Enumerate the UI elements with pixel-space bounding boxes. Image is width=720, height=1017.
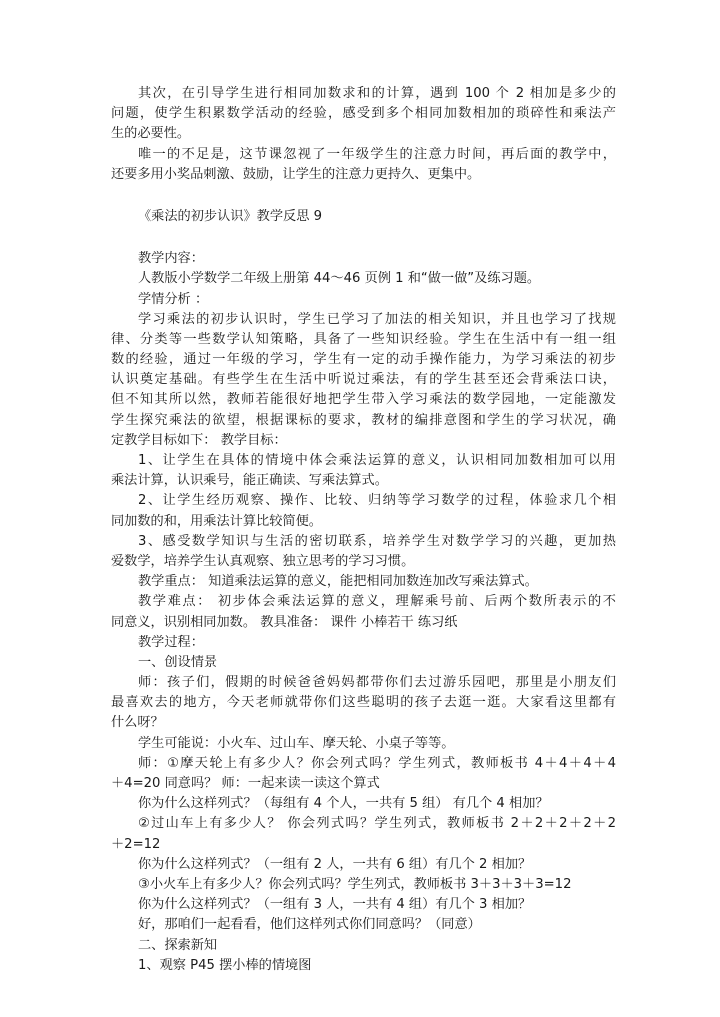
section-title: 《乘法的初步认识》教学反思 9 — [138, 208, 323, 224]
text-line: 学生探究乘法的欲望，根据课标的要求，教材的编排意图和学生的学习状况，确 — [111, 412, 616, 428]
text-line: 你为什么这样列式？（一组有 3 人，一共有 4 组）有几个 3 相加？ — [138, 897, 532, 913]
text-line: 数的经验，通过一年级的学习，学生有一定的动手操作能力，为学习乘法的初步 — [111, 352, 616, 368]
text-line: 1、观察 P45 摆小棒的情境图 — [138, 957, 312, 973]
text-line: 人教版小学数学二年级上册第 44～46 页例 1 和“做一做”及练习题。 — [138, 271, 541, 287]
spacer — [111, 227, 616, 249]
text-line: 学生可能说：小火车、过山车、摩天轮、小桌子等等。 — [138, 735, 455, 751]
text-line: 教学难点： 初步体会乘法运算的意义，理解乘号前、后两个数所表示的不 — [138, 594, 616, 610]
text-line: 什么呀？ — [111, 715, 164, 731]
text-line: 最喜欢去的地方，今天老师就带你们这些聪明的孩子去逛一逛。大家看这里都有 — [111, 695, 616, 711]
text-line: 问题，使学生积累数学活动的经验，感受到多个相同加数相加的琐碎性和乘法产 — [111, 106, 616, 122]
text-line: 唯一的不足是，这节课忽视了一年级学生的注意力时间，再后面的教学中， — [138, 146, 616, 162]
text-line: 定教学目标如下： 教学目标： — [111, 432, 287, 448]
intro-paragraph-2 — [111, 145, 616, 185]
text-line: 师：孩子们，假期的时候爸爸妈妈都带你们去过游乐园吧，那里是小朋友们 — [138, 675, 616, 691]
text-line: 生的必要性。 — [111, 126, 191, 142]
document-page — [111, 84, 616, 976]
body-text — [111, 249, 616, 976]
text-line: ②过山车上有多少人？ 你会列式吗？学生列式，教师板书 2＋2＋2＋2＋2 — [138, 816, 616, 832]
text-line: 2、让学生经历观察、操作、比较、归纳等学习数学的过程，体验求几个相 — [138, 493, 616, 509]
text-line: 你为什么这样列式？（每组有 4 个人，一共有 5 组） 有几个 4 相加？ — [138, 796, 549, 812]
text-line: 同意义，识别相同加数。 教具准备： 课件 小棒若干 练习纸 — [111, 614, 458, 630]
text-line: 爱数学，培养学生认真观察、独立思考的学习习惯。 — [111, 553, 415, 569]
text-line: 你为什么这样列式？（一组有 2 人，一共有 6 组）有几个 2 相加？ — [138, 856, 532, 872]
text-line: 但不知其所以然，教师若能很好地把学生带入学习乘法的数学园地，一定能激发 — [111, 392, 616, 408]
text-line: 1、让学生在具体的情境中体会乘法运算的意义，认识相同加数相加可以用 — [138, 453, 616, 468]
text-line: 师：①摩天轮上有多少人？你会列式吗？学生列式，教师板书 4＋4＋4＋4 — [138, 755, 616, 771]
text-line: 同加数的和，用乘法计算比较简便。 — [111, 513, 322, 529]
intro-paragraph-1 — [111, 84, 616, 145]
text-line: ＋4=20 同意吗？ 师：一起来读一读这个算式 — [111, 776, 380, 791]
text-line: 3、感受数学知识与生活的密切联系，培养学生对数学学习的兴趣，更加热 — [138, 533, 616, 549]
text-line: 认识奠定基础。有些学生在生活中听说过乘法，有的学生甚至还会背乘法口诀， — [111, 372, 616, 388]
text-line: 乘法计算，认识乘号，能正确读、写乘法算式。 — [111, 473, 388, 489]
text-line: ＋2=12 — [111, 836, 161, 852]
text-line: 教学内容： — [138, 251, 204, 267]
text-line: 一、创设情景 — [138, 654, 218, 670]
text-line: 其次，在引导学生进行相同加数求和的计算，遇到 100 个 2 相加是多少的 — [138, 86, 616, 101]
text-line: 学情分析 ： — [138, 291, 209, 307]
text-line: 学习乘法的初步认识时，学生已学习了加法的相关知识，并且也学习了找规 — [138, 311, 616, 327]
text-line: 教学过程： — [138, 634, 204, 650]
text-line: 二、探索新知 — [138, 937, 218, 953]
text-line: ③小火车上有多少人？你会列式吗？学生列式，教师板书 3＋3＋3＋3=12 — [138, 876, 572, 892]
text-line: 还要多用小奖品刺激、鼓励，让学生的注意力更持久、更集中。 — [111, 166, 481, 182]
text-line: 律、分类等一些数学认知策略，具备了一些知识经验。学生在生活中有一组一组 — [111, 331, 616, 347]
text-line: 教学重点： 知道乘法运算的意义，能把相同加数连加改写乘法算式。 — [138, 574, 538, 590]
text-line: 好，那咱们一起看看，他们这样列式你们同意吗？（同意） — [138, 917, 481, 933]
spacer — [111, 185, 616, 207]
